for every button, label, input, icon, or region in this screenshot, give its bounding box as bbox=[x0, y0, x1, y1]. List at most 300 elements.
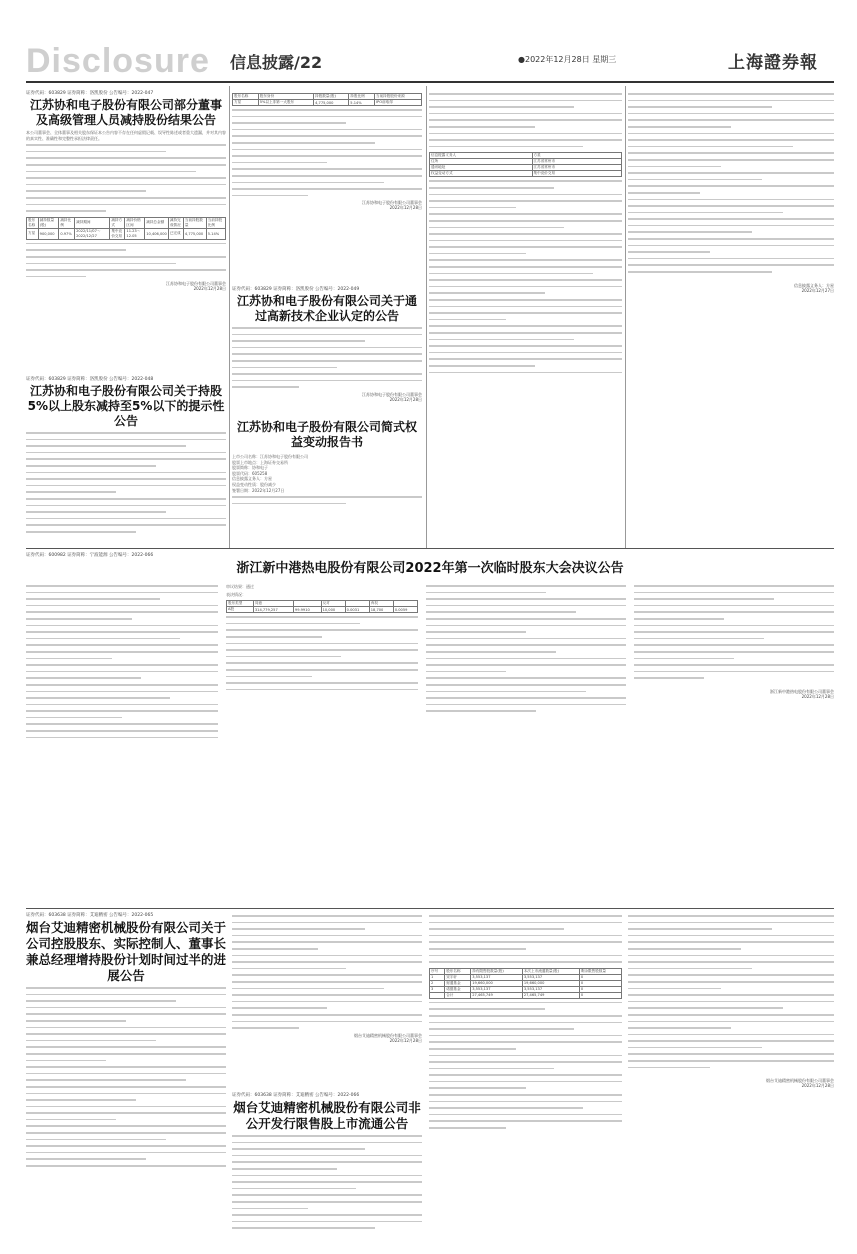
body-text-line bbox=[26, 998, 176, 1004]
body-text-line bbox=[26, 1110, 226, 1116]
body-text-line bbox=[232, 501, 346, 507]
body-text-line bbox=[429, 1085, 526, 1091]
body-text-line bbox=[634, 590, 834, 596]
body-text-line bbox=[429, 350, 622, 356]
body-text-line bbox=[429, 91, 622, 97]
table-cell: 减持数量(股) bbox=[38, 217, 59, 228]
body-text-line bbox=[634, 675, 704, 681]
body-text-line bbox=[628, 236, 834, 242]
body-text-line bbox=[429, 310, 622, 316]
article-increase-holding-cont bbox=[232, 912, 422, 1092]
body-text-line bbox=[429, 946, 526, 952]
body-text-line bbox=[26, 1123, 226, 1129]
body-text-line bbox=[232, 365, 337, 371]
restricted-shares-table bbox=[429, 968, 622, 999]
article-code: 证券代码：603638 证券简称：艾迪精密 公告编号：2022-065 bbox=[26, 913, 154, 918]
body-text-line bbox=[628, 91, 834, 97]
body-text-line bbox=[426, 603, 626, 609]
meeting-col-3 bbox=[426, 582, 626, 714]
body-text-line bbox=[232, 946, 318, 952]
body-text-line bbox=[429, 178, 622, 184]
body-text-line bbox=[232, 1173, 422, 1179]
body-text-line bbox=[628, 1058, 834, 1064]
body-text-line bbox=[426, 695, 626, 701]
table-cell: 诺德基金 bbox=[445, 986, 471, 992]
body-text-line bbox=[429, 205, 516, 211]
table-cell: 宋宇轩 bbox=[445, 974, 471, 980]
body-text-line bbox=[429, 124, 535, 130]
body-text-line bbox=[226, 654, 341, 660]
article-title: 烟台艾迪精密机械股份有限公司关于公司控股股东、实际控制人、董事长兼总经理增持股份计划时间过半的进展公告 bbox=[26, 920, 226, 983]
issue-date: ●2022年12月28日 星期三 bbox=[518, 55, 617, 64]
article-signature: 江苏协和电子股份有限公司董事会 2022年12月28日 bbox=[362, 391, 422, 402]
table-cell: 财通基金 bbox=[445, 980, 471, 986]
table-cell: 权益变动方式 bbox=[430, 171, 533, 177]
body-text-line bbox=[429, 271, 593, 277]
table-cell: 持股数量(股) bbox=[314, 94, 349, 100]
body-text-line bbox=[429, 104, 574, 110]
table-cell: 10,406,000 bbox=[145, 228, 169, 239]
body-text-line bbox=[429, 939, 622, 945]
table-cell: 减持完成情况 bbox=[168, 217, 183, 228]
body-text-line bbox=[232, 180, 384, 186]
body-text-line bbox=[628, 104, 772, 110]
body-text-line bbox=[26, 609, 218, 615]
table-cell: 19,660,000 bbox=[522, 980, 579, 986]
body-text-line bbox=[26, 669, 218, 675]
body-text-line bbox=[26, 516, 226, 522]
body-text-line bbox=[429, 1039, 622, 1045]
body-text-line bbox=[429, 926, 564, 932]
body-text-line bbox=[26, 1018, 126, 1024]
body-text-line bbox=[232, 186, 422, 192]
body-text-line bbox=[429, 238, 622, 244]
article-signature: 浙江新中港热电股份有限公司董事会 2022年12月28日 bbox=[770, 688, 834, 699]
body-text-line bbox=[26, 721, 218, 727]
body-text-line bbox=[628, 933, 834, 939]
table-cell: 4,775,000 bbox=[314, 100, 349, 106]
body-text-line bbox=[26, 522, 226, 528]
body-text-line bbox=[26, 1130, 226, 1136]
table-cell: 314,779,257 bbox=[253, 607, 293, 613]
section-divider bbox=[26, 908, 834, 909]
body-text-line bbox=[634, 603, 834, 609]
article-signature: 江苏协和电子股份有限公司董事会 2022年12月28日 bbox=[166, 281, 226, 292]
newspaper-name: 上海證券報 bbox=[728, 53, 818, 73]
body-text-line bbox=[26, 503, 226, 509]
body-text-line bbox=[232, 1219, 422, 1225]
body-text-line bbox=[26, 155, 226, 161]
body-text-line bbox=[26, 483, 226, 489]
article-equity-body bbox=[429, 90, 622, 546]
body-text-line bbox=[628, 124, 731, 130]
table-cell: 0.0059 bbox=[393, 607, 417, 613]
body-text-line bbox=[226, 621, 360, 627]
body-text-line bbox=[26, 496, 226, 502]
body-text-line bbox=[232, 166, 422, 172]
meeting-col-4 bbox=[634, 582, 834, 699]
body-text-line bbox=[634, 642, 834, 648]
body-text-line bbox=[426, 669, 506, 675]
body-text-line bbox=[634, 669, 834, 675]
table-cell: 股东名称 bbox=[445, 968, 471, 974]
table-row bbox=[430, 992, 622, 998]
body-text-line bbox=[26, 702, 218, 708]
article-equity-report bbox=[232, 416, 422, 546]
reduction-table bbox=[26, 217, 226, 240]
body-text-line bbox=[26, 202, 226, 208]
body-text-line bbox=[232, 933, 422, 939]
table-cell: 18,700 bbox=[369, 607, 393, 613]
body-text-line bbox=[26, 443, 186, 449]
table-row bbox=[430, 968, 622, 974]
table-cell: 江苏省常州市 bbox=[532, 159, 621, 165]
body-text-line bbox=[232, 953, 422, 959]
body-text-line bbox=[26, 529, 136, 535]
body-text-line bbox=[26, 715, 122, 721]
table-cell: 3,553,137 bbox=[471, 986, 523, 992]
article-title: 江苏协和电子股份有限公司简式权益变动报告书 bbox=[236, 420, 417, 449]
body-text-line bbox=[232, 494, 422, 500]
table-cell: 2022/11/07～2022/12/27 bbox=[75, 228, 110, 239]
body-text-line bbox=[426, 609, 576, 615]
table-cell: 减持期间 bbox=[75, 217, 110, 228]
body-text-line bbox=[426, 596, 626, 602]
table-cell: 900,000 bbox=[38, 228, 59, 239]
article-title: 江苏协和电子股份有限公司部分董事及高级管理人员减持股份结果公告 bbox=[29, 98, 222, 127]
body-text-line bbox=[26, 489, 116, 495]
body-text-line bbox=[26, 728, 218, 734]
table-row bbox=[27, 217, 226, 228]
table-cell: IPO前取得 bbox=[375, 100, 422, 106]
body-text-line bbox=[232, 992, 422, 998]
body-text-line bbox=[628, 972, 834, 978]
body-text-line bbox=[232, 959, 422, 965]
body-text-line bbox=[232, 920, 422, 926]
body-text-line bbox=[226, 667, 418, 673]
body-text-line bbox=[429, 343, 622, 349]
body-text-line bbox=[26, 649, 218, 655]
body-text-line bbox=[26, 1011, 226, 1017]
table-cell: 集中竞价交易 bbox=[110, 228, 125, 239]
body-text-line bbox=[26, 208, 106, 214]
body-text-line bbox=[628, 223, 834, 229]
body-text-line bbox=[628, 229, 752, 235]
table-cell: 已完成 bbox=[168, 228, 183, 239]
body-text-line bbox=[26, 1038, 156, 1044]
body-text-line bbox=[628, 966, 752, 972]
body-text-line bbox=[426, 642, 626, 648]
report-info-2: 股票上市地点：上海证券交易所 bbox=[232, 459, 288, 465]
body-text-line bbox=[429, 1059, 622, 1065]
body-text-line bbox=[429, 277, 622, 283]
body-text-line bbox=[426, 616, 626, 622]
body-text-line bbox=[429, 1125, 506, 1131]
body-text-line bbox=[26, 437, 226, 443]
body-text-line bbox=[628, 913, 834, 919]
table-cell: 反对 bbox=[321, 601, 345, 607]
report-info-4: 股票代码：605258 bbox=[232, 470, 268, 476]
body-text-line bbox=[628, 177, 762, 183]
body-text-line bbox=[628, 256, 834, 262]
table-cell: 5%以上非第一大股东 bbox=[258, 100, 313, 106]
body-text-line bbox=[628, 157, 834, 163]
body-text-line bbox=[226, 687, 418, 693]
table-cell: 4,775,000 bbox=[183, 228, 206, 239]
article-reduction-notice bbox=[26, 376, 226, 546]
section-divider bbox=[26, 548, 834, 549]
body-text-line bbox=[232, 1140, 422, 1146]
body-text-line bbox=[226, 634, 322, 640]
table-cell: 持有限售股数量(股) bbox=[471, 968, 523, 974]
body-text-line bbox=[26, 1097, 136, 1103]
body-text-line bbox=[628, 111, 834, 117]
body-text-line bbox=[232, 338, 365, 344]
body-text-line bbox=[429, 1112, 622, 1118]
body-text-line bbox=[426, 583, 626, 589]
body-text-line bbox=[232, 384, 299, 390]
body-text-line bbox=[26, 169, 196, 175]
body-text-line bbox=[226, 660, 418, 666]
body-text-line bbox=[232, 1133, 422, 1139]
body-text-line bbox=[232, 999, 422, 1005]
body-text-line bbox=[226, 680, 418, 686]
table-cell: 江苏省常州市 bbox=[532, 165, 621, 171]
table-cell: 本次上市流通数量(股) bbox=[522, 968, 579, 974]
report-info-6: 权益变动性质：股份减少 bbox=[232, 481, 276, 487]
body-text-line bbox=[232, 1179, 422, 1185]
body-text-line bbox=[26, 195, 226, 201]
body-text-line bbox=[628, 243, 834, 249]
body-text-line bbox=[429, 211, 622, 217]
body-text-line bbox=[628, 216, 834, 222]
body-text-line bbox=[429, 251, 526, 257]
table-cell: 0 bbox=[579, 974, 621, 980]
body-text-line bbox=[429, 1079, 622, 1085]
body-text-line bbox=[628, 137, 834, 143]
body-text-line bbox=[628, 210, 783, 216]
article-code: 证券代码：603829 证券简称：洛凯股份 公告编号：2022-048 bbox=[26, 377, 154, 382]
body-text-line bbox=[26, 450, 226, 456]
body-text-line bbox=[26, 1025, 226, 1031]
table-cell: 减持比例 bbox=[59, 217, 75, 228]
body-text-line bbox=[426, 689, 586, 695]
body-text-line bbox=[628, 953, 834, 959]
body-text-line bbox=[232, 1153, 422, 1159]
body-text-line bbox=[232, 1005, 327, 1011]
article-equity-appendix bbox=[628, 90, 834, 546]
body-text-line bbox=[628, 98, 834, 104]
body-text-line bbox=[426, 649, 556, 655]
vote-result-label: 审议结果：通过 bbox=[226, 584, 254, 589]
body-text-line bbox=[429, 1099, 622, 1105]
body-text-line bbox=[26, 616, 132, 622]
body-text-line bbox=[429, 257, 622, 263]
body-text-line bbox=[232, 332, 422, 338]
body-text-line bbox=[429, 244, 622, 250]
table-cell: 3,553,137 bbox=[522, 974, 579, 980]
body-text-line bbox=[26, 182, 226, 188]
report-info-5: 信息披露义务人：方星 bbox=[232, 476, 272, 482]
vote-table bbox=[226, 600, 418, 613]
body-text-line bbox=[429, 1026, 574, 1032]
body-text-line bbox=[232, 926, 365, 932]
body-text-line bbox=[429, 959, 622, 965]
article-code: 证券代码：600982 证券简称：宁波能源 公告编号：2022-066 bbox=[26, 553, 154, 558]
body-text-line bbox=[628, 190, 700, 196]
table-cell: 0 bbox=[579, 980, 621, 986]
body-text-line bbox=[26, 1051, 226, 1057]
body-text-line bbox=[26, 241, 226, 247]
table-cell: 弃权 bbox=[369, 601, 393, 607]
body-text-line bbox=[26, 675, 141, 681]
body-text-line bbox=[232, 1206, 308, 1212]
body-text-line bbox=[232, 1146, 365, 1152]
table-row bbox=[227, 607, 418, 613]
article-shareholder-meeting bbox=[26, 552, 834, 906]
body-text-line bbox=[628, 203, 834, 209]
article-title: 浙江新中港热电股份有限公司2022年第一次临时股东大会决议公告 bbox=[236, 561, 624, 576]
body-text-line bbox=[634, 596, 774, 602]
body-text-line bbox=[26, 603, 218, 609]
body-text-line bbox=[26, 509, 166, 515]
section-title: 信息披露/22 bbox=[230, 53, 323, 72]
table-cell: 0.0031 bbox=[345, 607, 369, 613]
body-text-line bbox=[628, 920, 834, 926]
header-rule bbox=[26, 81, 834, 83]
body-text-line bbox=[628, 144, 793, 150]
report-info-1: 上市公司名称：江苏协和电子股份有限公司 bbox=[232, 454, 308, 459]
table-cell: A股 bbox=[227, 607, 254, 613]
body-text-line bbox=[26, 590, 218, 596]
body-text-line bbox=[429, 323, 622, 329]
body-text-line bbox=[232, 1166, 337, 1172]
body-text-line bbox=[232, 986, 384, 992]
body-text-line bbox=[232, 140, 375, 146]
table-cell: 10,000 bbox=[321, 607, 345, 613]
body-text-line bbox=[26, 430, 226, 436]
body-text-line bbox=[426, 656, 626, 662]
body-text-line bbox=[628, 1012, 834, 1018]
table-cell: 3 bbox=[430, 986, 445, 992]
body-text-line bbox=[26, 682, 218, 688]
table-cell: 住所 bbox=[430, 159, 533, 165]
body-text-line bbox=[26, 596, 160, 602]
table-cell: 3,553,137 bbox=[471, 974, 523, 980]
body-text-line bbox=[232, 325, 422, 331]
body-text-line bbox=[26, 708, 218, 714]
body-text-line bbox=[429, 144, 583, 150]
body-text-line bbox=[26, 267, 226, 273]
body-text-line bbox=[429, 317, 506, 323]
article-code: 证券代码：603829 证券简称：洛凯股份 公告编号：2022-049 bbox=[232, 287, 360, 292]
body-text-line bbox=[426, 623, 626, 629]
body-text-line bbox=[232, 1019, 422, 1025]
table-cell: 减持方式 bbox=[110, 217, 125, 228]
body-text-line bbox=[429, 98, 622, 104]
body-text-line bbox=[429, 1033, 622, 1039]
body-text-line bbox=[628, 1032, 834, 1038]
body-text-line bbox=[226, 614, 418, 620]
body-text-line bbox=[26, 985, 226, 991]
body-text-line bbox=[429, 111, 622, 117]
body-text-line bbox=[628, 992, 834, 998]
body-text-line bbox=[628, 262, 834, 268]
body-text-line bbox=[429, 356, 622, 362]
body-text-line bbox=[26, 1143, 226, 1149]
table-cell: 方星 bbox=[532, 153, 621, 159]
article-restricted-appendix bbox=[628, 912, 834, 1248]
body-text-line bbox=[628, 926, 772, 932]
body-text-line bbox=[429, 284, 622, 290]
body-text-line bbox=[26, 1064, 226, 1070]
body-text-line bbox=[429, 913, 622, 919]
article-title: 江苏协和电子股份有限公司关于持股5%以上股东减持至5%以下的提示性公告 bbox=[27, 384, 225, 428]
table-cell: 0 bbox=[579, 992, 621, 998]
body-text-line bbox=[426, 702, 626, 708]
body-text-line bbox=[232, 107, 422, 113]
body-text-line bbox=[429, 363, 535, 369]
body-text-line bbox=[429, 330, 622, 336]
article-code: 证券代码：603638 证券简称：艾迪精密 公告编号：2022-066 bbox=[232, 1093, 360, 1098]
body-text-line bbox=[232, 1212, 422, 1218]
obligor-table bbox=[429, 152, 622, 177]
article-lead: 本公司董事会、全体董事及相关股东保证本公告内容不存在任何虚假记载、误导性陈述或者重大遗漏，并对其内容的真实性、准确性和完整性承担法律责任。 bbox=[26, 130, 226, 141]
body-text-line bbox=[429, 920, 622, 926]
body-text-line bbox=[634, 662, 834, 668]
body-text-line bbox=[426, 636, 626, 642]
body-text-line bbox=[26, 1077, 186, 1083]
table-cell: 股东类型 bbox=[227, 601, 254, 607]
table-cell: 通讯地址 bbox=[430, 165, 533, 171]
table-cell: 集中竞价交易 bbox=[532, 171, 621, 177]
table-row bbox=[233, 94, 422, 100]
body-text-line bbox=[634, 583, 834, 589]
body-text-line bbox=[429, 1053, 622, 1059]
body-text-line bbox=[628, 1005, 783, 1011]
body-text-line bbox=[26, 992, 226, 998]
body-text-line bbox=[628, 197, 834, 203]
body-text-line bbox=[628, 170, 834, 176]
body-text-line bbox=[628, 117, 834, 123]
meeting-col-1 bbox=[26, 582, 218, 740]
body-text-line bbox=[628, 1025, 731, 1031]
body-text-line bbox=[26, 1150, 226, 1156]
body-text-line bbox=[232, 1225, 375, 1231]
body-text-line bbox=[429, 1105, 583, 1111]
body-text-line bbox=[628, 164, 721, 170]
body-text-line bbox=[628, 946, 741, 952]
report-info-7: 签署日期：2022年12月27日 bbox=[232, 487, 285, 493]
body-text-line bbox=[26, 1137, 166, 1143]
article-restricted-body bbox=[429, 912, 622, 1248]
body-text-line bbox=[429, 337, 574, 343]
body-text-line bbox=[429, 290, 545, 296]
article-code: 证券代码：603829 证券简称：洛凯股份 公告编号：2022-047 bbox=[26, 91, 154, 96]
table-cell: 0.97% bbox=[59, 228, 75, 239]
vote-detail-label: 表决情况： bbox=[226, 591, 246, 597]
body-text-line bbox=[232, 127, 422, 133]
body-text-line bbox=[232, 972, 422, 978]
article-restricted-shares bbox=[232, 1092, 422, 1248]
body-text-line bbox=[26, 636, 180, 642]
holding-table bbox=[232, 93, 422, 106]
body-text-line bbox=[232, 979, 422, 985]
body-text-line bbox=[232, 1186, 356, 1192]
table-cell: 序号 bbox=[430, 968, 445, 974]
body-text-line bbox=[226, 674, 312, 680]
body-text-line bbox=[634, 649, 834, 655]
